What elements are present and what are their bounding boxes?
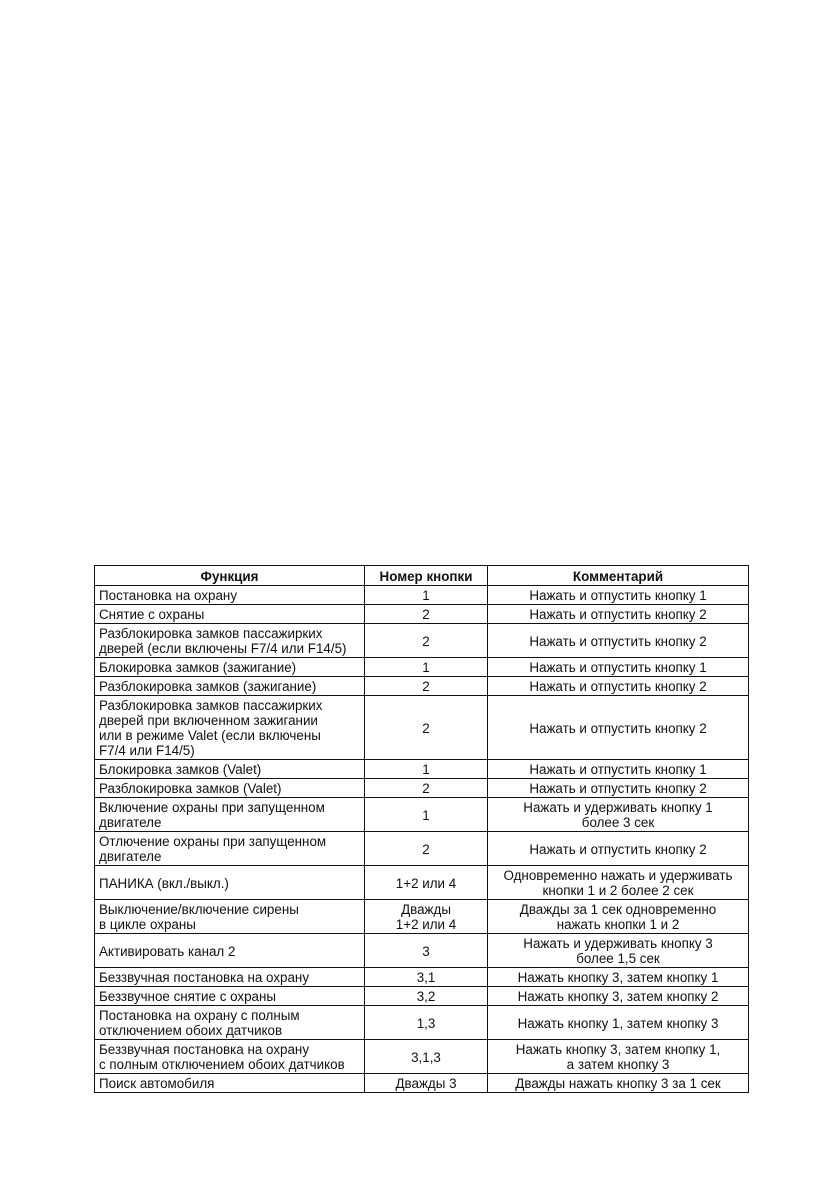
table-row bbox=[95, 658, 749, 677]
cell-button: Дважды 3 bbox=[365, 1074, 488, 1093]
cell-function: Включение охраны при запущенном двигателе bbox=[95, 798, 365, 832]
cell-function: Снятие с охраны bbox=[95, 605, 365, 624]
header-function: Функция bbox=[95, 566, 365, 586]
table-row bbox=[95, 1074, 749, 1093]
table-row bbox=[95, 677, 749, 696]
cell-comment: Одновременно нажать и удерживать кнопки 1 и 2 более 2 сек bbox=[488, 866, 749, 900]
cell-comment: Нажать и отпустить кнопку 2 bbox=[488, 605, 749, 624]
cell-comment: Нажать и удерживать кнопку 1 более 3 сек bbox=[488, 798, 749, 832]
table-row bbox=[95, 987, 749, 1006]
cell-function: Блокировка замков (Valet) bbox=[95, 760, 365, 779]
table-row bbox=[95, 605, 749, 624]
header-comment: Комментарий bbox=[488, 566, 749, 586]
table-row bbox=[95, 934, 749, 968]
table-row bbox=[95, 586, 749, 605]
cell-comment: Нажать и отпустить кнопку 2 bbox=[488, 624, 749, 658]
cell-button: 3,2 bbox=[365, 987, 488, 1006]
cell-comment: Нажать и отпустить кнопку 2 bbox=[488, 779, 749, 798]
cell-button: 2 bbox=[365, 605, 488, 624]
cell-button: 1 bbox=[365, 586, 488, 605]
table-row bbox=[95, 1006, 749, 1040]
table-header-row bbox=[95, 566, 749, 586]
cell-comment: Нажать кнопку 1, затем кнопку 3 bbox=[488, 1006, 749, 1040]
cell-function: Разблокировка замков пассажирких дверей (если включены F7/4 или F14/5) bbox=[95, 624, 365, 658]
cell-function: Отлючение охраны при запущенном двигателе bbox=[95, 832, 365, 866]
cell-comment: Нажать и отпустить кнопку 2 bbox=[488, 696, 749, 760]
cell-comment: Дважды за 1 сек одновременно нажать кнопки 1 и 2 bbox=[488, 900, 749, 934]
cell-button: 1,3 bbox=[365, 1006, 488, 1040]
cell-function: Поиск автомобиля bbox=[95, 1074, 365, 1093]
cell-comment: Нажать кнопку 3, затем кнопку 1, а затем кнопку 3 bbox=[488, 1040, 749, 1074]
table-row bbox=[95, 696, 749, 760]
cell-function: Разблокировка замков (Valet) bbox=[95, 779, 365, 798]
cell-comment: Нажать и отпустить кнопку 2 bbox=[488, 677, 749, 696]
cell-function: Постановка на охрану bbox=[95, 586, 365, 605]
cell-function: Выключение/включение сирены в цикле охраны bbox=[95, 900, 365, 934]
cell-comment: Нажать кнопку 3, затем кнопку 1 bbox=[488, 968, 749, 987]
table-row bbox=[95, 624, 749, 658]
cell-comment: Дважды нажать кнопку 3 за 1 сек bbox=[488, 1074, 749, 1093]
cell-button: Дважды 1+2 или 4 bbox=[365, 900, 488, 934]
cell-function: Разблокировка замков пассажирких дверей при включенном зажигании или в режиме Valet (если включены F7/4 или F14/5) bbox=[95, 696, 365, 760]
cell-button: 3,1,3 bbox=[365, 1040, 488, 1074]
cell-comment: Нажать кнопку 3, затем кнопку 2 bbox=[488, 987, 749, 1006]
table-row bbox=[95, 968, 749, 987]
cell-function: Беззвучная постановка на охрану с полным отключением обоих датчиков bbox=[95, 1040, 365, 1074]
cell-function: Блокировка замков (зажигание) bbox=[95, 658, 365, 677]
cell-button: 2 bbox=[365, 832, 488, 866]
cell-button: 1 bbox=[365, 658, 488, 677]
cell-button: 2 bbox=[365, 677, 488, 696]
cell-comment: Нажать и удерживать кнопку 3 более 1,5 сек bbox=[488, 934, 749, 968]
cell-function: Беззвучная постановка на охрану bbox=[95, 968, 365, 987]
cell-button: 1 bbox=[365, 798, 488, 832]
cell-button: 1+2 или 4 bbox=[365, 866, 488, 900]
cell-button: 3,1 bbox=[365, 968, 488, 987]
table-row bbox=[95, 900, 749, 934]
cell-function: Постановка на охрану с полным отключением обоих датчиков bbox=[95, 1006, 365, 1040]
table-row bbox=[95, 866, 749, 900]
cell-comment: Нажать и отпустить кнопку 2 bbox=[488, 832, 749, 866]
cell-button: 2 bbox=[365, 624, 488, 658]
remote-functions-table bbox=[94, 565, 749, 1093]
cell-button: 1 bbox=[365, 760, 488, 779]
table-row bbox=[95, 832, 749, 866]
table-row bbox=[95, 779, 749, 798]
cell-comment: Нажать и отпустить кнопку 1 bbox=[488, 760, 749, 779]
cell-function: Беззвучное снятие с охраны bbox=[95, 987, 365, 1006]
cell-function: Активировать канал 2 bbox=[95, 934, 365, 968]
table-row bbox=[95, 760, 749, 779]
table-row bbox=[95, 1040, 749, 1074]
cell-button: 2 bbox=[365, 696, 488, 760]
header-button-number: Номер кнопки bbox=[365, 566, 488, 586]
cell-function: ПАНИКА (вкл./выкл.) bbox=[95, 866, 365, 900]
cell-comment: Нажать и отпустить кнопку 1 bbox=[488, 658, 749, 677]
cell-button: 2 bbox=[365, 779, 488, 798]
cell-comment: Нажать и отпустить кнопку 1 bbox=[488, 586, 749, 605]
table-row bbox=[95, 798, 749, 832]
cell-function: Разблокировка замков (зажигание) bbox=[95, 677, 365, 696]
cell-button: 3 bbox=[365, 934, 488, 968]
